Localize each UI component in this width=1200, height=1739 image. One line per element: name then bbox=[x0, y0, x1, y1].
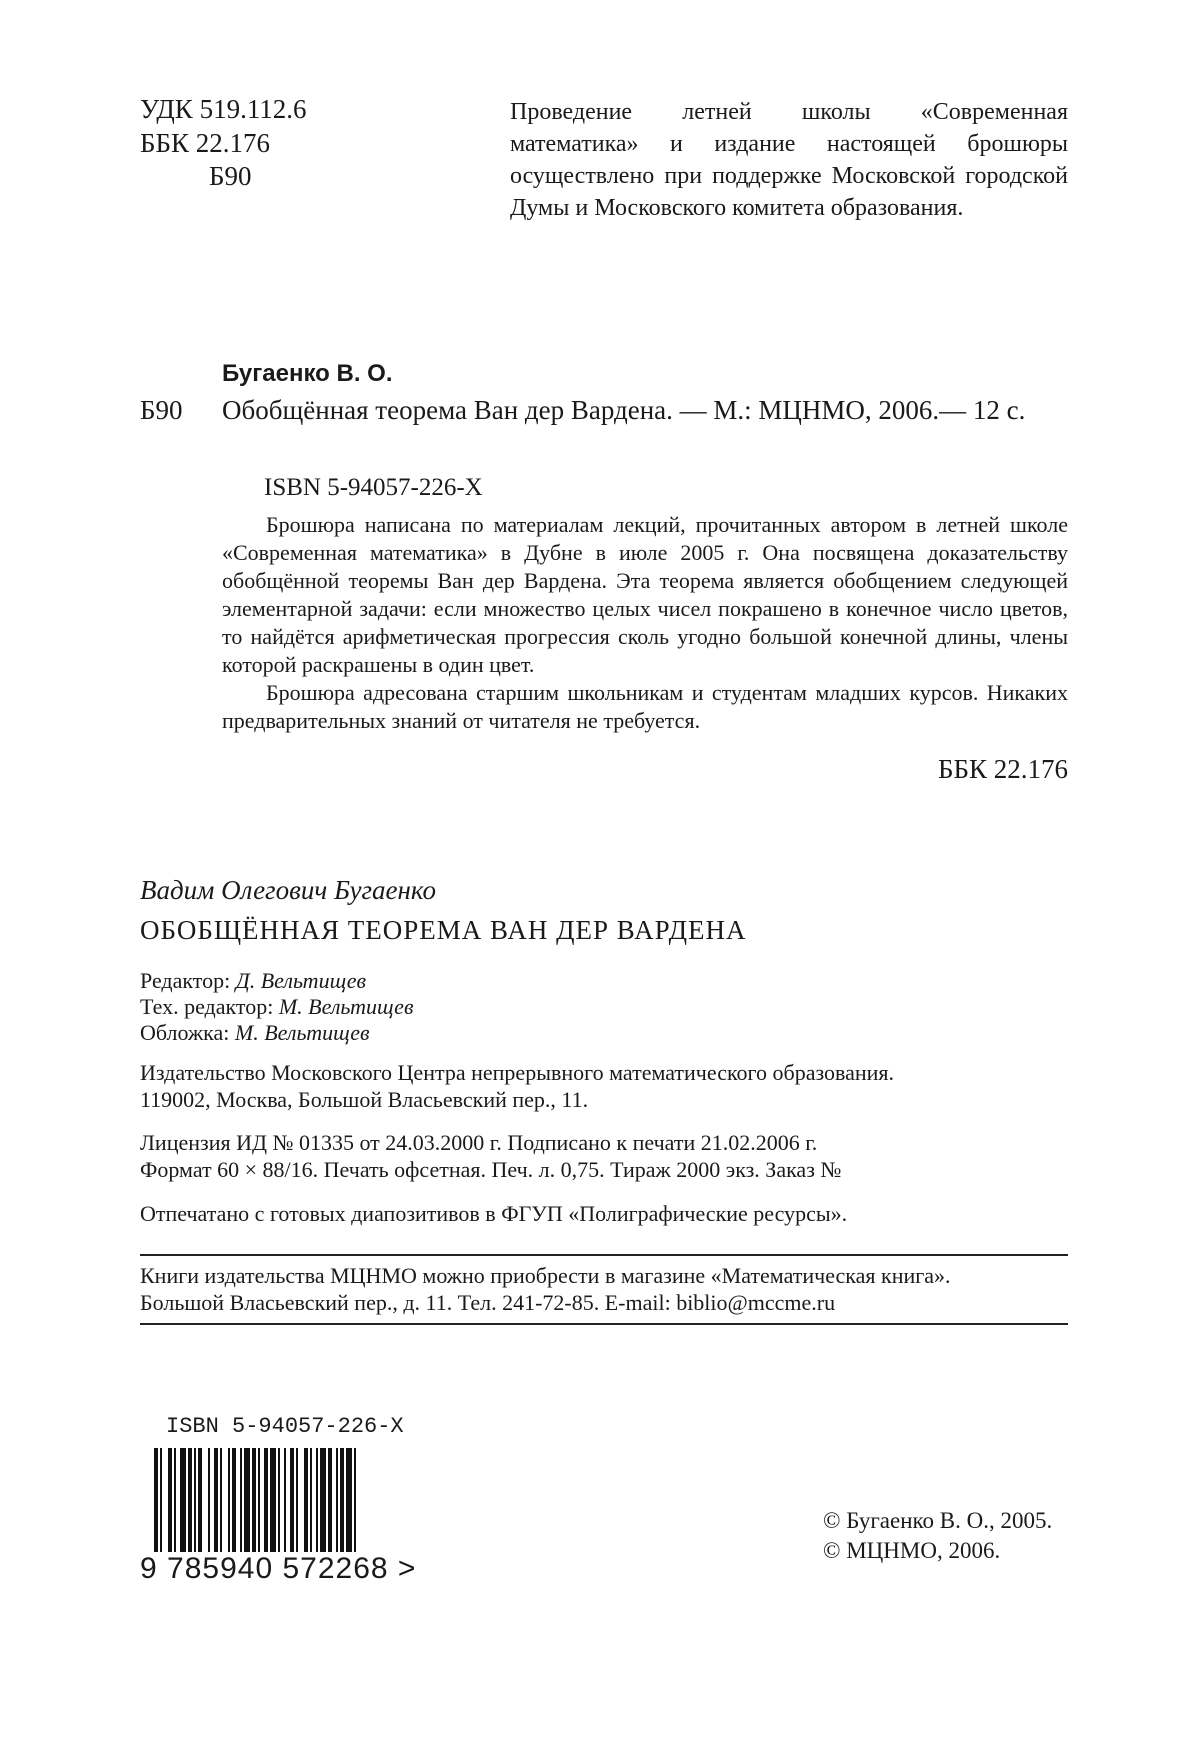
divider-bottom bbox=[140, 1323, 1068, 1325]
tech-editor-name: М. Вельтищев bbox=[278, 994, 414, 1019]
catalog-author: Бугаенко В. О. bbox=[222, 360, 393, 387]
barcode-bar bbox=[228, 1448, 230, 1552]
barcode-bar bbox=[354, 1448, 356, 1566]
author-mark-top: Б90 bbox=[209, 161, 252, 191]
barcode-bar bbox=[296, 1448, 298, 1552]
catalog-isbn: ISBN 5-94057-226-X bbox=[264, 474, 483, 501]
barcode-bar bbox=[320, 1448, 326, 1552]
printed-line: Отпечатано с готовых диапозитивов в ФГУП «Полиграфические ресурсы». bbox=[140, 1201, 848, 1226]
barcode-bar bbox=[310, 1448, 312, 1552]
imprint-title: ОБОБЩЁННАЯ ТЕОРЕМА ВАН ДЕР ВАРДЕНА bbox=[140, 915, 747, 945]
barcode-bar bbox=[240, 1448, 242, 1552]
barcode-bar bbox=[244, 1448, 250, 1552]
barcode-bar bbox=[336, 1448, 338, 1552]
catalog-bbk: ББК 22.176 bbox=[937, 754, 1068, 784]
barcode-bar bbox=[174, 1448, 176, 1552]
barcode-bar bbox=[284, 1448, 286, 1552]
barcode-bar bbox=[328, 1448, 332, 1552]
abstract-paragraph-1: Брошюра написана по материалам лекций, прочитанных автором в летней школе «Современная математика» в Дубне в июле 2005 г. Она посвящена доказательству обобщённой теоремы Ван дер Вардена. Эта теорема является обобщением следующей элементарной задачи: если множество целых чисел покрашено в конечное число цветов, то найдётся арифметическая прогрессия сколь угодно большой конечной длины, члены которой раскрашены в один цвет. bbox=[222, 512, 1068, 677]
cover-name: М. Вельтищев bbox=[234, 1020, 370, 1045]
barcode-bar bbox=[154, 1448, 158, 1566]
divider-top bbox=[140, 1254, 1068, 1256]
barcode-bar bbox=[346, 1448, 352, 1552]
tech-editor-line bbox=[140, 994, 414, 1020]
barcode-bar bbox=[198, 1448, 202, 1552]
imprint-author: Вадим Олегович Бугаенко bbox=[140, 875, 437, 905]
barcode-bar bbox=[208, 1448, 210, 1552]
abstract-paragraph-2: Брошюра адресована старшим школьникам и студентам младших курсов. Никаких предварительных знаний от читателя не требуется. bbox=[222, 680, 1068, 733]
barcode-bar bbox=[180, 1448, 186, 1552]
editor-label: Редактор: bbox=[140, 968, 231, 993]
barcode-bar bbox=[278, 1448, 280, 1552]
cover-label: Обложка: bbox=[140, 1020, 230, 1045]
shop-line-2: Большой Власьевский пер., д. 11. Тел. 241-72-85. E-mail: biblio@mccme.ru bbox=[140, 1290, 836, 1315]
barcode-bar bbox=[290, 1448, 294, 1552]
editor-line bbox=[140, 968, 366, 994]
license-line: Лицензия ИД № 01335 от 24.03.2000 г. Подписано к печати 21.02.2006 г. bbox=[140, 1130, 818, 1155]
barcode-bar bbox=[232, 1448, 236, 1552]
editor-name: Д. Вельтищев bbox=[235, 968, 367, 993]
bbk-code-top: ББК 22.176 bbox=[140, 128, 271, 158]
support-note: Проведение летней школы «Современная математика» и издание настоящей брошюры осуществлено при поддержке Московской городской Думы и Московского комитета образования. bbox=[510, 99, 1068, 221]
barcode-bar bbox=[188, 1448, 192, 1552]
barcode-bar bbox=[220, 1448, 222, 1552]
barcode-bar bbox=[252, 1448, 256, 1566]
publisher-line-2: 119002, Москва, Большой Власьевский пер., 11. bbox=[140, 1087, 589, 1112]
catalog-title-line: Обобщённая теорема Ван дер Вардена. — М.: МЦНМО, 2006.— 12 с. bbox=[222, 395, 1026, 425]
udk-code: УДК 519.112.6 bbox=[140, 94, 307, 124]
copyright-publisher: © МЦНМО, 2006. bbox=[823, 1538, 1001, 1563]
cover-line bbox=[140, 1020, 370, 1046]
barcode-bar bbox=[270, 1448, 276, 1552]
barcode-bar bbox=[168, 1448, 172, 1552]
barcode-bar bbox=[340, 1448, 344, 1552]
barcode-bar bbox=[316, 1448, 318, 1552]
shop-line-1: Книги издательства МЦНМО можно приобрести в магазине «Математическая книга». bbox=[140, 1263, 951, 1288]
barcode-bar bbox=[258, 1448, 260, 1566]
format-line: Формат 60 × 88/16. Печать офсетная. Печ. л. 0,75. Тираж 2000 экз. Заказ № bbox=[140, 1157, 842, 1182]
barcode-bar bbox=[194, 1448, 196, 1552]
barcode-bar bbox=[214, 1448, 218, 1552]
isbn-barcode bbox=[140, 1414, 440, 1584]
barcode-bar bbox=[264, 1448, 268, 1552]
catalog-abstract bbox=[222, 511, 1068, 735]
barcode-isbn-text: ISBN 5-94057-226-X bbox=[166, 1414, 404, 1439]
barcode-bar bbox=[304, 1448, 308, 1552]
barcode-bar bbox=[160, 1448, 162, 1566]
copyright-author: © Бугаенко В. О., 2005. bbox=[823, 1508, 1053, 1533]
barcode-digits: 9 785940 572268 > bbox=[140, 1552, 417, 1585]
publisher-line-1: Издательство Московского Центра непрерывного математического образования. bbox=[140, 1060, 895, 1085]
catalog-code: Б90 bbox=[140, 395, 183, 425]
tech-editor-label: Тех. редактор: bbox=[140, 994, 274, 1019]
